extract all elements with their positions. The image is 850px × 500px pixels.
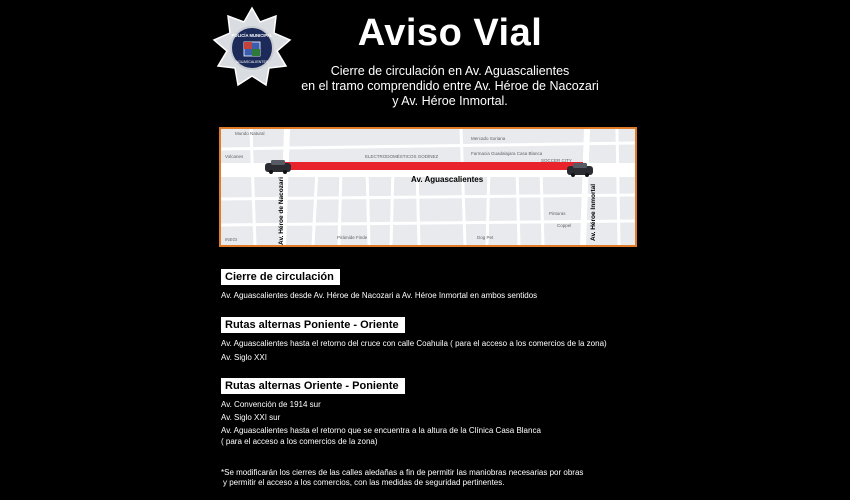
place-label: Mundo Natural xyxy=(235,131,265,136)
footnote xyxy=(221,468,641,488)
map-graphic xyxy=(221,129,635,245)
place-label: Pirámide Finde xyxy=(337,235,368,240)
section-line: Av. Siglo XXI xyxy=(221,353,267,362)
section-heading: Rutas alternas Oriente - Poniente xyxy=(221,378,405,394)
right-cross-road xyxy=(583,129,587,245)
section-line: ( para el acceso a los comercios de la zona) xyxy=(221,437,378,446)
subtitle-line: en el tramo comprendido entre Av. Héroe de Nacozari xyxy=(301,79,599,93)
place-label: SOCCER CITY xyxy=(541,158,572,163)
page-subtitle xyxy=(270,64,630,109)
place-label: Volcanes xyxy=(225,154,244,159)
section-line: Av. Siglo XXI sur xyxy=(221,413,281,422)
place-label: Coppel xyxy=(557,223,572,228)
subtitle-line: Cierre de circulación en Av. Aguascalientes xyxy=(330,64,570,78)
section-line: Av. Aguascalientes hasta el retorno que se encuentra a la altura de la Clínica Casa Blanca xyxy=(221,426,541,435)
place-label: INEGI xyxy=(225,237,238,242)
section-routes-east-west xyxy=(221,376,641,447)
section-routes-west-east xyxy=(221,315,641,363)
left-road-label: Av. Héroe de Nacozari xyxy=(278,177,285,245)
footnote-line: *Se modificarán los cierres de las calles aledañas a fin de permitir las maniobras necesarias por obras xyxy=(221,468,584,477)
section-closure xyxy=(221,267,641,301)
page-title: Aviso Vial xyxy=(357,12,543,54)
place-label: Pinturas xyxy=(549,211,566,216)
section-line: Av. Convención de 1914 sur xyxy=(221,400,321,409)
subtitle-line: y Av. Héroe Inmortal. xyxy=(392,94,508,108)
badge-text-top: POLICÍA MUNICIPAL xyxy=(231,33,273,38)
section-line: Av. Aguascalientes hasta el retorno del cruce con calle Coahuila ( para el acceso a los comercios de la zona) xyxy=(221,339,607,348)
footnote-line: y permitir el acceso a los comercios, con las medidas de seguridad pertinentes. xyxy=(223,478,505,487)
closure-segment xyxy=(283,162,583,170)
section-heading: Rutas alternas Poniente - Oriente xyxy=(221,317,405,333)
place-label: Mercado Soriana xyxy=(471,136,506,141)
place-label: Farmacia Guadalajara Casa Blanca xyxy=(471,151,543,156)
section-line: Av. Aguascalientes desde Av. Héroe de Nacozari a Av. Héroe Inmortal en ambos sentidos xyxy=(221,291,538,300)
right-road-label: Av. Héroe Inmortal xyxy=(590,183,597,241)
badge-text-bottom: AGUASCALIENTES xyxy=(235,60,269,64)
main-road-label: Av. Aguascalientes xyxy=(411,175,484,184)
section-heading: Cierre de circulación xyxy=(221,269,340,285)
closure-map xyxy=(219,127,637,247)
place-label: ELECTRODOMÉSTICOS GODÍNEZ xyxy=(365,154,439,159)
place-label: Dog Pet xyxy=(477,235,494,240)
